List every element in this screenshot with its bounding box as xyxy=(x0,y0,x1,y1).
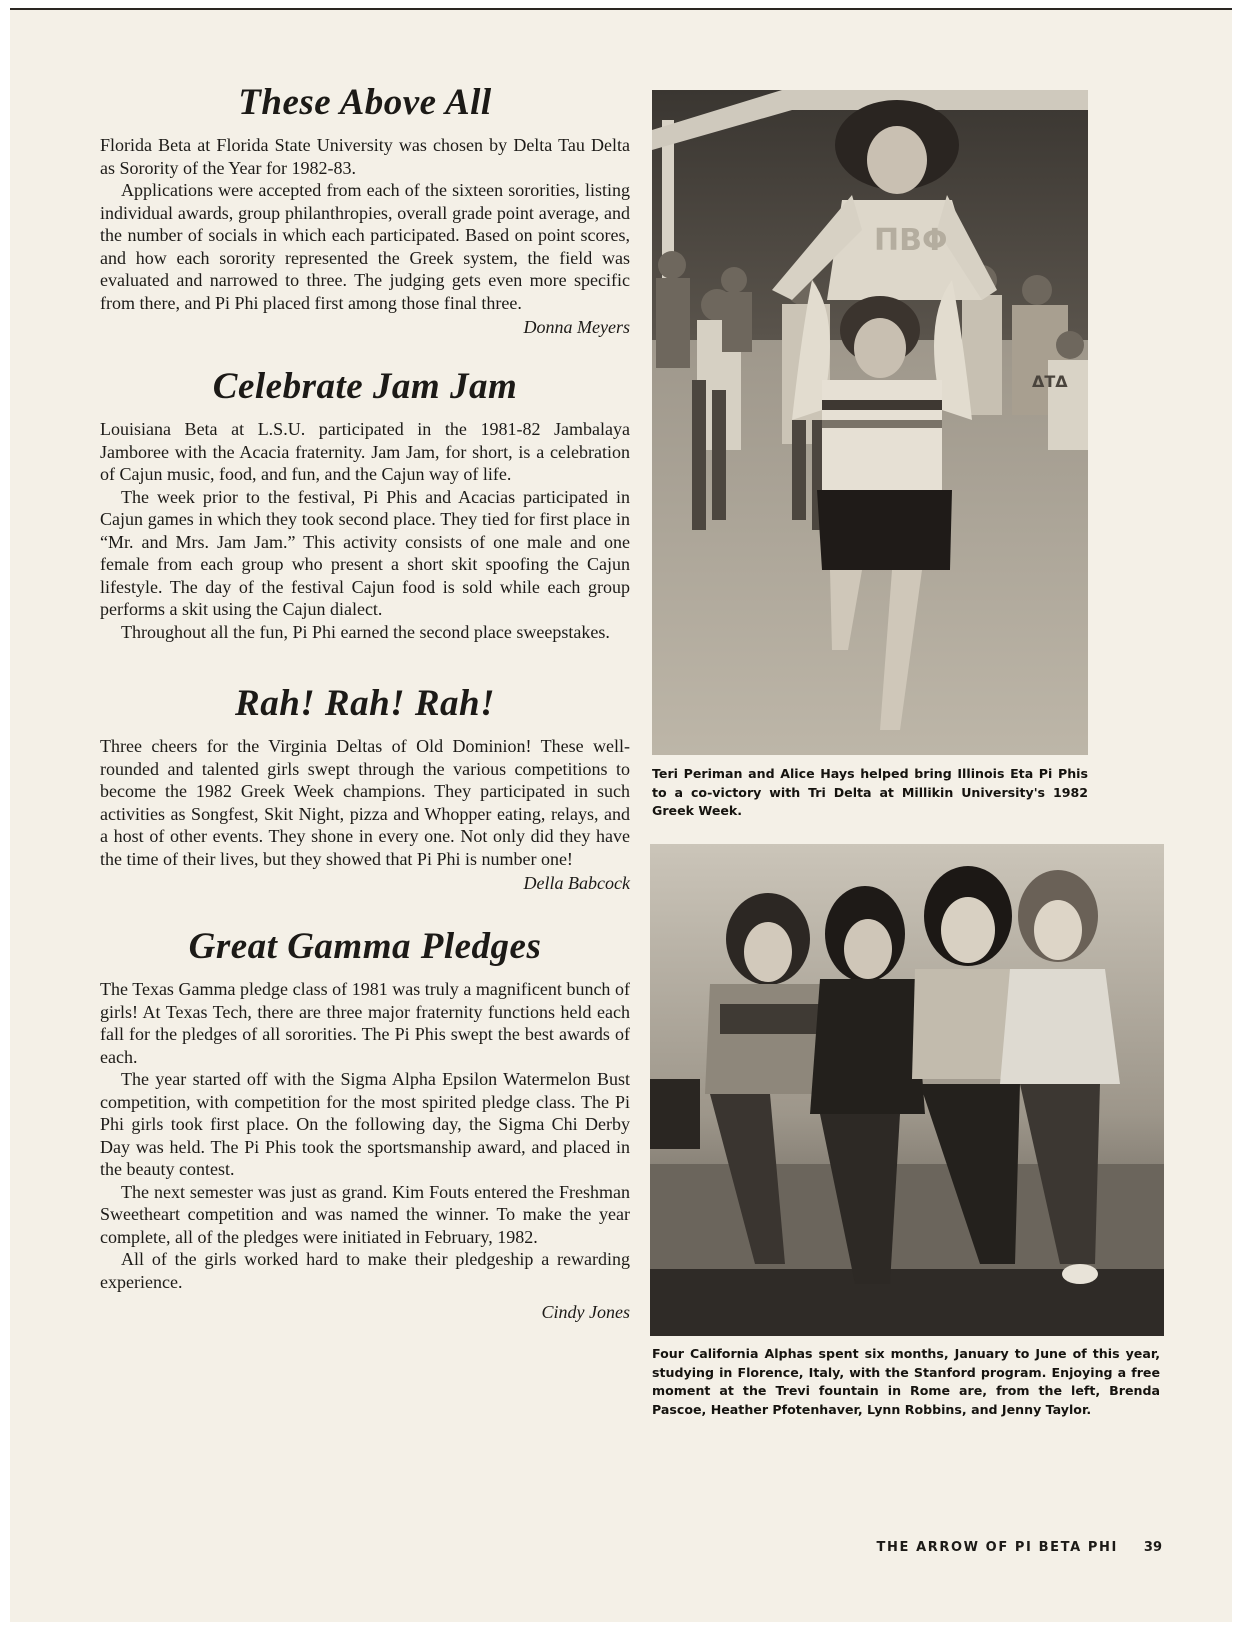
article-paragraph: Florida Beta at Florida State University was chosen by Delta Tau Delta as Sorority of the Year for 1982-83. xyxy=(100,135,630,178)
article-title: Celebrate Jam Jam xyxy=(212,366,518,407)
article-paragraph: Three cheers for the Virginia Deltas of Old Dominion! These well-rounded and talented girls swept through the various competitions to become the 1982 Greek Week champions. They participated in such activities as Songfest, Skit Night, pizza and Whopper eating, relays, and a host of other events. They shone in every one. Not only did they have the time of their lives, but they showed that Pi Phi is number one! xyxy=(100,736,630,869)
photo-greek-week-piggyback-image xyxy=(652,90,1088,755)
article-paragraph: All of the girls worked hard to make their pledgeship a rewarding experience. xyxy=(100,1249,630,1292)
shirt-letters-secondary: ΔΤΔ xyxy=(1032,372,1068,391)
photo-trevi-fountain xyxy=(650,844,1164,1336)
article-title: These Above All xyxy=(238,82,492,123)
article-paragraph: The Texas Gamma pledge class of 1981 was truly a magnificent bunch of girls! At Texas Tech, there are three major fraternity functions held each fall for the pledges of all sororities. The Pi Phis swept the best awards of each. xyxy=(100,979,630,1067)
article-paragraph: The week prior to the festival, Pi Phis and Acacias participated in Cajun games in which they took second place. They tied for first place in “Mr. and Mrs. Jam Jam.” This activity consists of one male and one female from each group who present a short skit spoofing the Cajun lifestyle. The day of the festival Cajun food is sold while each group performs a skit using the Cajun dialect. xyxy=(100,486,630,619)
photo-caption: Teri Periman and Alice Hays helped bring Illinois Eta Pi Phis to a co-victory with Tri Delta at Millikin University's 1982 Greek Week. xyxy=(652,766,1088,818)
article-paragraph: Throughout all the fun, Pi Phi earned the second place sweepstakes. xyxy=(121,621,610,642)
shirt-letters: ΠΒΦ xyxy=(874,223,948,258)
article-great-gamma-pledges xyxy=(100,924,630,1323)
article-byline: Cindy Jones xyxy=(541,1302,630,1322)
photo-greek-week-piggyback xyxy=(652,90,1088,755)
publication-name: THE ARROW OF PI BETA PHI xyxy=(876,1540,1118,1555)
page-footer xyxy=(877,1540,1162,1555)
article-rah-rah-rah xyxy=(100,681,630,894)
magazine-page xyxy=(10,8,1232,1622)
photo-trevi-fountain-image xyxy=(650,844,1164,1336)
article-title: Rah! Rah! Rah! xyxy=(235,683,495,724)
page-number: 39 xyxy=(1143,1540,1162,1555)
article-title: Great Gamma Pledges xyxy=(188,926,542,967)
photo-caption: Four California Alphas spent six months, January to June of this year, studying in Florence, Italy, with the Stanford program. Enjoying a free moment at the Trevi fountain in Rome are, from the left, Brenda Pascoe, Heather Pfotenhaver, Lynn Robbins, and Jenny Taylor. xyxy=(652,1346,1160,1417)
article-paragraph: Applications were accepted from each of the sixteen sororities, listing individual awards, group philanthropies, overall grade point average, and the number of socials in which each participated. Based on point scores, and how each sorority represented the Greek system, the field was evaluated and narrowed to three. The judging gets even more specific from there, and Pi Phi placed first among those final three. xyxy=(100,180,630,313)
article-column xyxy=(100,80,630,1323)
article-paragraph: The next semester was just as grand. Kim Fouts entered the Freshman Sweetheart competition and was named the winner. To make the year complete, all of the pledges were initiated in February, 1982. xyxy=(100,1181,630,1247)
article-byline: Donna Meyers xyxy=(523,317,630,337)
article-byline: Della Babcock xyxy=(523,873,630,893)
article-paragraph: Louisiana Beta at L.S.U. participated in the 1981-82 Jambalaya Jamboree with the Acacia fraternity. Jam Jam, for short, is a celebration of Cajun music, food, and fun, and the Cajun way of life. xyxy=(100,419,630,484)
article-these-above-all xyxy=(100,80,630,338)
article-celebrate-jam-jam xyxy=(100,364,630,643)
article-paragraph: The year started off with the Sigma Alpha Epsilon Watermelon Bust competition, with competition for the most spirited pledge class. The Pi Phi girls took first place. On the following day, the Sigma Chi Derby Day was held. The Pi Phis took the sportsmanship award, and placed in the beauty contest. xyxy=(100,1069,630,1179)
